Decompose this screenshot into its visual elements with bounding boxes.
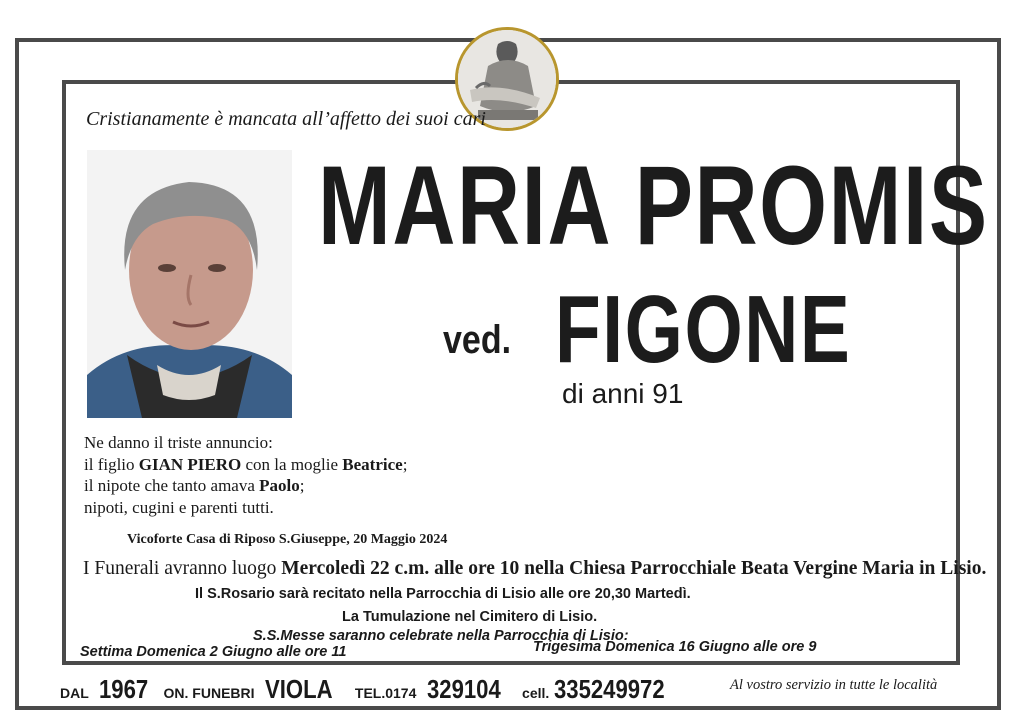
footer-year: 1967: [99, 674, 149, 704]
family-line: il nipote che tanto amava Paolo;: [84, 476, 305, 495]
burial-info: La Tumulazione nel Cimitero di Lisio.: [342, 609, 598, 625]
footer-tel: 329104: [426, 674, 501, 704]
funeral-info: I Funerali avranno luogo Mercoledì 22 c.m. alle ore 10 nella Chiesa Parrocchiale Beata Vergine Maria in Lisio.: [83, 558, 987, 579]
widow-prefix: ved.: [443, 318, 512, 362]
rosary-info: Il S.Rosario sarà recitato nella Parrocchia di Lisio alle ore 20,30 Martedì.: [195, 586, 691, 602]
married-name: FIGONE: [555, 276, 852, 383]
intro-text: Cristianamente è mancata all’affetto dei suoi cari: [86, 108, 486, 130]
family-announcement: [84, 432, 407, 518]
portrait-photo: [87, 150, 292, 418]
service-text: Al vostro servizio in tutte le località: [730, 677, 938, 693]
settima-info: Settima Domenica 2 Giugno alle ore 11: [80, 644, 347, 660]
trigesima-info: Trigesima Domenica 16 Giugno alle ore 9: [533, 639, 817, 655]
footer-on-funebri: ON. FUNEBRI: [163, 685, 255, 701]
age-text: di anni 91: [562, 378, 684, 409]
portrait-image: [87, 150, 292, 418]
footer-cell: 335249972: [553, 674, 665, 704]
footer-cell-label: cell.: [522, 685, 550, 701]
footer-dal: DAL: [60, 685, 89, 701]
family-line: Ne danno il triste annuncio:: [84, 433, 273, 452]
footer-tel-label: TEL.0174: [354, 685, 417, 701]
footer-contacts: [60, 674, 684, 705]
footer-company: VIOLA: [264, 674, 333, 704]
place-date: Vicoforte Casa di Riposo S.Giuseppe, 20 Maggio 2024: [127, 532, 448, 547]
deceased-name: MARIA PROMIS: [318, 143, 989, 268]
family-line: nipoti, cugini e parenti tutti.: [84, 497, 274, 517]
family-line: il figlio GIAN PIERO con la moglie Beatrice;: [84, 454, 408, 474]
masses-info: S.S.Messe saranno celebrate nella Parrocchia di Lisio:: [253, 628, 629, 644]
